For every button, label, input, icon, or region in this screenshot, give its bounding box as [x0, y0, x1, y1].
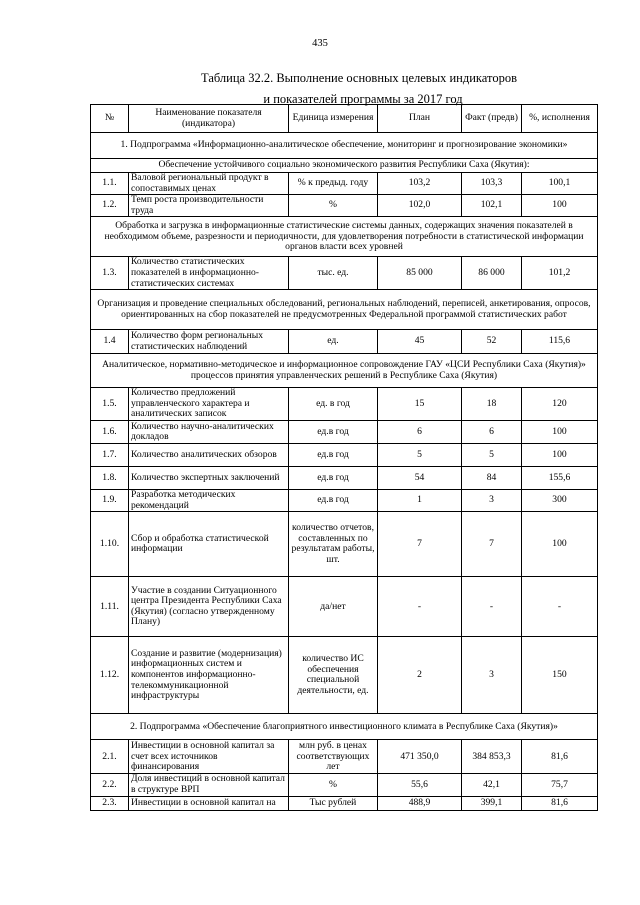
section-heading: 1. Подпрограмма «Информационно-аналитическое обеспечение, мониторинг и прогнозирование экономики» — [91, 133, 598, 159]
table-row — [91, 195, 598, 217]
cell-fact: 3 — [462, 637, 522, 714]
cell-name: Количество форм региональных статистических наблюдений — [129, 330, 289, 354]
cell-unit: ед.в год — [289, 444, 378, 467]
cell-no: 1.8. — [91, 467, 129, 490]
cell-unit: млн руб. в ценах соответствующих лет — [289, 740, 378, 774]
cell-plan: 15 — [378, 388, 462, 421]
cell-plan: 54 — [378, 467, 462, 490]
cell-name: Валовой региональный продукт в сопоставимых ценах — [129, 173, 289, 195]
cell-name: Разработка методических рекомендаций — [129, 490, 289, 512]
subsection-heading: Обеспечение устойчивого социально экономического развития Республики Саха (Якутия): — [91, 159, 598, 173]
cell-plan: 55,6 — [378, 774, 462, 796]
cell-fact: 103,3 — [462, 173, 522, 195]
cell-pct: 100 — [522, 421, 598, 444]
cell-plan: 6 — [378, 421, 462, 444]
table-row — [91, 512, 598, 577]
cell-unit: да/нет — [289, 577, 378, 637]
cell-pct: 100 — [522, 512, 598, 577]
cell-pct: 115,6 — [522, 330, 598, 354]
cell-fact: 18 — [462, 388, 522, 421]
section-row — [91, 133, 598, 159]
cell-plan: 5 — [378, 444, 462, 467]
cell-unit: ед.в год — [289, 467, 378, 490]
cell-fact: 52 — [462, 330, 522, 354]
cell-pct: 155,6 — [522, 467, 598, 490]
table-row — [91, 490, 598, 512]
cell-fact: 86 000 — [462, 257, 522, 290]
table-row — [91, 257, 598, 290]
cell-unit: ед. — [289, 330, 378, 354]
subsection-heading: Организация и проведение специальных обследований, региональных наблюдений, переписей, анкетирования, опросов, ориентированных на сбор показателей не предусмотренных Федеральной программой статистических работ — [91, 290, 598, 330]
table-title-line-2: и показателей программы за 2017 год — [263, 92, 463, 106]
cell-fact: 3 — [462, 490, 522, 512]
cell-pct: 300 — [522, 490, 598, 512]
cell-fact: - — [462, 577, 522, 637]
cell-unit: Тыс рублей — [289, 796, 378, 810]
table-row — [91, 467, 598, 490]
cell-unit: ед. в год — [289, 388, 378, 421]
cell-name: Инвестиции в основной капитал за счет всех источников финансирования — [129, 740, 289, 774]
table-row — [91, 796, 598, 810]
indicators-table — [90, 104, 598, 811]
table-row — [91, 173, 598, 195]
cell-unit: % к предыд. году — [289, 173, 378, 195]
cell-no: 1.7. — [91, 444, 129, 467]
cell-pct: 101,2 — [522, 257, 598, 290]
cell-fact: 399,1 — [462, 796, 522, 810]
cell-name: Количество предложений управленческого характера и аналитических записок — [129, 388, 289, 421]
cell-no: 1.11. — [91, 577, 129, 637]
cell-no: 2.1. — [91, 740, 129, 774]
cell-fact: 5 — [462, 444, 522, 467]
cell-pct: 100 — [522, 195, 598, 217]
table-row — [91, 330, 598, 354]
cell-plan: 488,9 — [378, 796, 462, 810]
cell-no: 1.1. — [91, 173, 129, 195]
cell-unit: ед.в год — [289, 490, 378, 512]
cell-plan: 103,2 — [378, 173, 462, 195]
cell-no: 2.2. — [91, 774, 129, 796]
cell-fact: 102,1 — [462, 195, 522, 217]
cell-pct: - — [522, 577, 598, 637]
cell-pct: 75,7 — [522, 774, 598, 796]
header-plan: План — [378, 105, 462, 133]
cell-no: 1.9. — [91, 490, 129, 512]
subsection-row — [91, 159, 598, 173]
cell-unit: % — [289, 774, 378, 796]
cell-plan: 45 — [378, 330, 462, 354]
cell-unit: % — [289, 195, 378, 217]
subsection-heading: Обработка и загрузка в информационные статистические системы данных, содержащих значения показателей в необходимом объеме, разрезности и периодичности, для удовлетворения потребности в статистической информации органов власти всех уровней — [91, 217, 598, 257]
table-row — [91, 774, 598, 796]
section-row — [91, 714, 598, 740]
table-row — [91, 444, 598, 467]
subsection-row — [91, 290, 598, 330]
cell-fact: 7 — [462, 512, 522, 577]
cell-pct: 100,1 — [522, 173, 598, 195]
cell-no: 1.6. — [91, 421, 129, 444]
table-row — [91, 577, 598, 637]
cell-pct: 81,6 — [522, 796, 598, 810]
table-body — [91, 133, 598, 811]
table-row — [91, 637, 598, 714]
cell-name: Инвестиции в основной капитал на — [129, 796, 289, 810]
cell-name: Участие в создании Ситуационного центра Президента Республики Саха (Якутия) (согласно утвержденному Плану) — [129, 577, 289, 637]
cell-plan: 7 — [378, 512, 462, 577]
cell-no: 1.3. — [91, 257, 129, 290]
cell-plan: 85 000 — [378, 257, 462, 290]
section-heading: 2. Подпрограмма «Обеспечение благоприятного инвестиционного климата в Республике Саха (Якутия)» — [91, 714, 598, 740]
table-title-line-1: Таблица 32.2. Выполнение основных целевых индикаторов — [201, 71, 517, 85]
subsection-heading: Аналитическое, нормативно-методическое и информационное сопровождение ГАУ «ЦСИ Республики Саха (Якутия)» процессов принятия управленческих решений в Республике Саха (Якутия) — [91, 354, 598, 388]
cell-no: 1.2. — [91, 195, 129, 217]
cell-plan: - — [378, 577, 462, 637]
cell-no: 1.5. — [91, 388, 129, 421]
cell-name: Количество статистических показателей в информационно-статистических системах — [129, 257, 289, 290]
cell-no: 1.12. — [91, 637, 129, 714]
cell-pct: 81,6 — [522, 740, 598, 774]
header-pct: %, исполнения — [522, 105, 598, 133]
header-name: Наименование показателя (индикатора) — [129, 105, 289, 133]
cell-name: Количество научно-аналитических докладов — [129, 421, 289, 444]
cell-no: 1.10. — [91, 512, 129, 577]
header-unit: Единица измерения — [289, 105, 378, 133]
subsection-row — [91, 354, 598, 388]
cell-unit: ед.в год — [289, 421, 378, 444]
cell-name: Количество экспертных заключений — [129, 467, 289, 490]
cell-fact: 384 853,3 — [462, 740, 522, 774]
cell-name: Количество аналитических обзоров — [129, 444, 289, 467]
cell-unit: количество ИС обеспечения специальной деятельности, ед. — [289, 637, 378, 714]
subsection-row — [91, 217, 598, 257]
cell-name: Создание и развитие (модернизация) информационных систем и компонентов информационно-телекоммуникационной инфраструктуры — [129, 637, 289, 714]
cell-plan: 2 — [378, 637, 462, 714]
cell-no: 2.3. — [91, 796, 129, 810]
cell-fact: 84 — [462, 467, 522, 490]
cell-fact: 6 — [462, 421, 522, 444]
cell-unit: тыс. ед. — [289, 257, 378, 290]
cell-pct: 150 — [522, 637, 598, 714]
table-row — [91, 421, 598, 444]
header-no: № — [91, 105, 129, 133]
cell-name: Темп роста производительности труда — [129, 195, 289, 217]
cell-plan: 102,0 — [378, 195, 462, 217]
cell-plan: 1 — [378, 490, 462, 512]
cell-name: Доля инвестиций в основной капитал в структуре ВРП — [129, 774, 289, 796]
cell-name: Сбор и обработка статистической информации — [129, 512, 289, 577]
cell-pct: 100 — [522, 444, 598, 467]
cell-fact: 42,1 — [462, 774, 522, 796]
table-row — [91, 740, 598, 774]
cell-pct: 120 — [522, 388, 598, 421]
table-header-row — [91, 105, 598, 133]
table-row — [91, 388, 598, 421]
cell-unit: количество отчетов, составленных по результатам работы, шт. — [289, 512, 378, 577]
cell-plan: 471 350,0 — [378, 740, 462, 774]
cell-no: 1.4 — [91, 330, 129, 354]
page-number: 435 — [312, 38, 328, 49]
header-fact: Факт (предв) — [462, 105, 522, 133]
